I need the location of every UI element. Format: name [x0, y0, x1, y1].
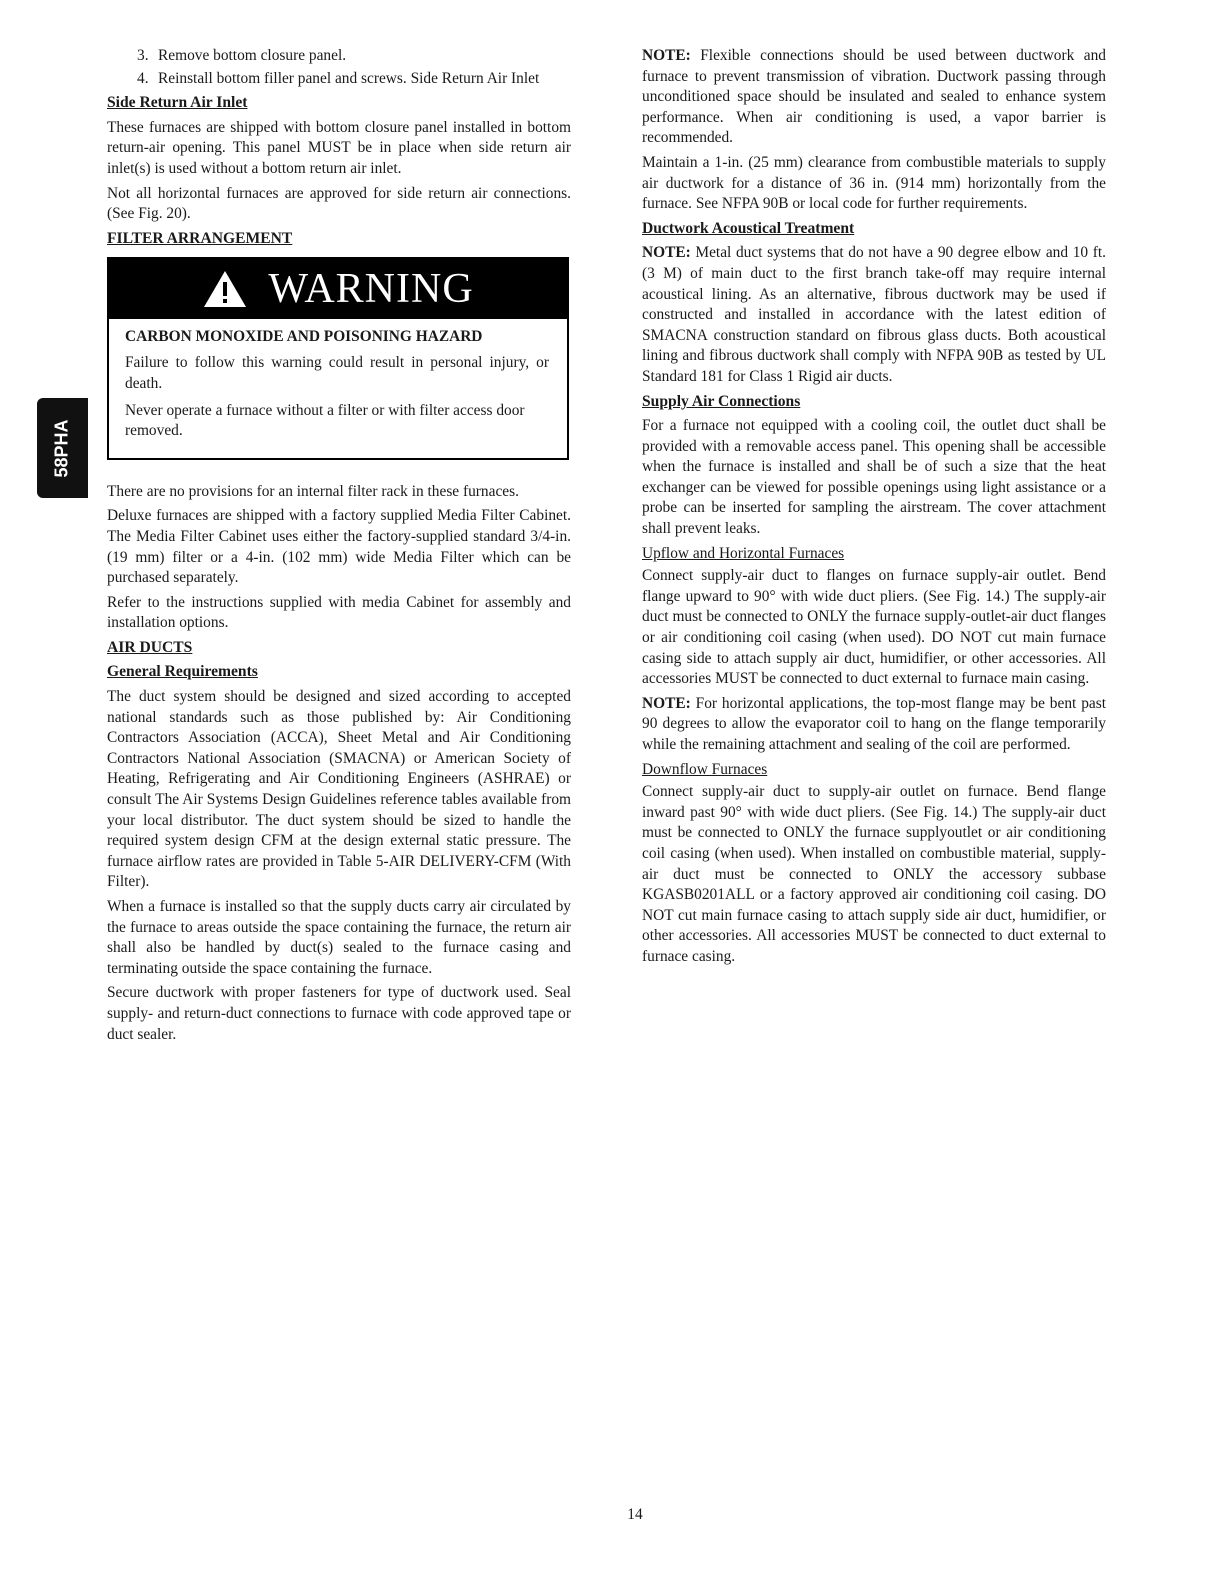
paragraph: Refer to the instructions supplied with media Cabinet for assembly and installation options.: [107, 593, 571, 632]
note-text: For horizontal applications, the top-most flange may be bent past 90 degrees to allow the evaporator coil to hang on the flange temporarily while the remaining attachment and sealing of the coil are performed.: [642, 694, 1106, 753]
right-column: [642, 46, 1106, 972]
note-text: Flexible connections should be used between ductwork and furnace to prevent transmission of vibration. Ductwork passing through unconditioned space should be insulated and sealed to enhance system performance. When air conditioning is used, a vapor barrier is recommended.: [642, 47, 1106, 147]
acoustical-heading: Ductwork Acoustical Treatment: [642, 219, 855, 237]
step-text: Remove bottom closure panel.: [158, 47, 347, 64]
upflow-heading: Upflow and Horizontal Furnaces: [642, 544, 845, 562]
side-tab-label: 58PHA: [52, 418, 72, 478]
note-paragraph: [642, 46, 1106, 149]
side-tab: [37, 398, 88, 498]
note-paragraph: [642, 243, 1106, 387]
paragraph: Connect supply-air duct to supply-air outlet on furnace. Bend flange inward past 90° with wide duct pliers. (See Fig. 14.) The supply-air duct must be connected to ONLY the furnace supplyoutlet or air conditioning coil casing (when used). When installed on combustible material, supply-air duct must be connected to ONLY the accessory subbase KGASB0201ALL or a factory approved air conditioning coil casing. DO NOT cut main furnace casing to attach supply side air duct, humidifier, or other accessories. All accessories MUST be connected to duct external to furnace casing.: [642, 783, 1106, 965]
paragraph: These furnaces are shipped with bottom closure panel installed in bottom return-air opening. This panel MUST be in place when side return air inlet(s) is used without a bottom return air inlet.: [107, 118, 571, 177]
left-column: [107, 46, 571, 1049]
paragraph: Not all horizontal furnaces are approved for side return air connections. (See Fig. 20).: [107, 184, 571, 223]
warning-triangle-icon: [202, 269, 248, 309]
note-paragraph: [642, 694, 1106, 756]
step-text: Reinstall bottom filler panel and screws. Side Return Air Inlet: [158, 69, 540, 87]
warning-banner: [109, 259, 567, 319]
paragraph: The duct system should be designed and sized according to accepted national standards such as those published by: Air Conditioning Contractors Association (ACCA), Sheet Metal and Air Conditioning Contractors National Association (SMACNA) or American Society of Heating, Refrigerating and Air Conditioning Engineers (ASHRAE) or consult The Air Systems Design Guidelines reference tables available from your local distributor. The duct system should be sized to handle the required system design CFM at the design external static pressure. The furnace airflow rates are provided in Table 5-AIR DELIVERY-CFM (With Filter).: [107, 688, 571, 891]
list-item: [107, 46, 571, 67]
warning-box: [107, 257, 569, 459]
paragraph: For a furnace not equipped with a cooling coil, the outlet duct shall be provided with a removable access panel. This opening shall be accessible when the furnace is installed and shall be of such a size that the heat exchanger can be viewed for possible openings using light assistance or a probe can be inserted for sampling the airstream. The cover attachment shall prevent leaks.: [642, 417, 1106, 538]
step-number: 3.: [137, 47, 149, 64]
warning-body: [109, 319, 567, 457]
paragraph: There are no provisions for an internal filter rack in these furnaces.: [107, 482, 519, 500]
note-text: Metal duct systems that do not have a 90 degree elbow and 10 ft. (3 M) of main duct to the first branch take-off may require internal acoustical lining. As an alternative, fibrous ductwork may be used if constructed and installed in accordance with the latest edition of SMACNA construction standard on fibrous glass ducts. Both acoustical lining and fibrous ductwork shall comply with NFPA 90B as tested by UL Standard 181 for Class 1 Rigid air ducts.: [642, 244, 1106, 385]
downflow-heading: Downflow Furnaces: [642, 760, 768, 778]
warning-title: CARBON MONOXIDE AND POISONING HAZARD: [125, 328, 483, 346]
step-list: [107, 46, 571, 89]
paragraph: Connect supply-air duct to flanges on furnace supply-air outlet. Bend flange upward to 90° with wide duct pliers. (See Fig. 14.) The supply-air duct must be connected to ONLY the furnace supply-outlet-air duct flanges or air conditioning coil casing (when used). DO NOT cut main furnace casing side to attach supply air duct, humidifier, or other accessories. All accessories MUST be connected to duct external to furnace main casing.: [642, 567, 1106, 688]
supply-air-heading: Supply Air Connections: [642, 392, 801, 410]
paragraph: Failure to follow this warning could result in personal injury, or death.: [125, 354, 549, 392]
general-requirements-heading: General Requirements: [107, 663, 258, 681]
paragraph: Secure ductwork with proper fasteners for type of ductwork used. Seal supply- and return-duct connections to furnace with code approved tape or duct sealer.: [107, 984, 571, 1043]
step-number: 4.: [137, 69, 149, 87]
side-return-heading: Side Return Air Inlet: [107, 94, 248, 112]
list-item: [107, 69, 571, 90]
paragraph: Never operate a furnace without a filter or with filter access door removed.: [125, 401, 525, 440]
paragraph: When a furnace is installed so that the supply ducts carry air circulated by the furnace to areas outside the space containing the furnace, the return air shall also be handled by duct(s) sealed to the furnace casing and terminating outside the space containing the furnace.: [107, 898, 571, 977]
filter-heading: FILTER ARRANGEMENT: [107, 229, 293, 247]
note-label: NOTE:: [642, 244, 691, 262]
paragraph: Deluxe furnaces are shipped with a factory supplied Media Filter Cabinet. The Media Filter Cabinet uses either the factory-supplied standard 3/4-in. (19 mm) filter or a 4-in. (102 mm) wide Media Filter which can be purchased separately.: [107, 507, 571, 587]
page-number: 14: [627, 1506, 643, 1523]
note-label: NOTE:: [642, 694, 691, 712]
warning-label: WARNING: [268, 266, 474, 313]
air-ducts-heading: AIR DUCTS: [107, 638, 193, 656]
note-label: NOTE:: [642, 47, 691, 64]
paragraph: Maintain a 1-in. (25 mm) clearance from combustible materials to supply air ductwork for a distance of 36 in. (914 mm) horizontally from the furnace. See NFPA 90B or local code for further requirements.: [642, 153, 1106, 213]
